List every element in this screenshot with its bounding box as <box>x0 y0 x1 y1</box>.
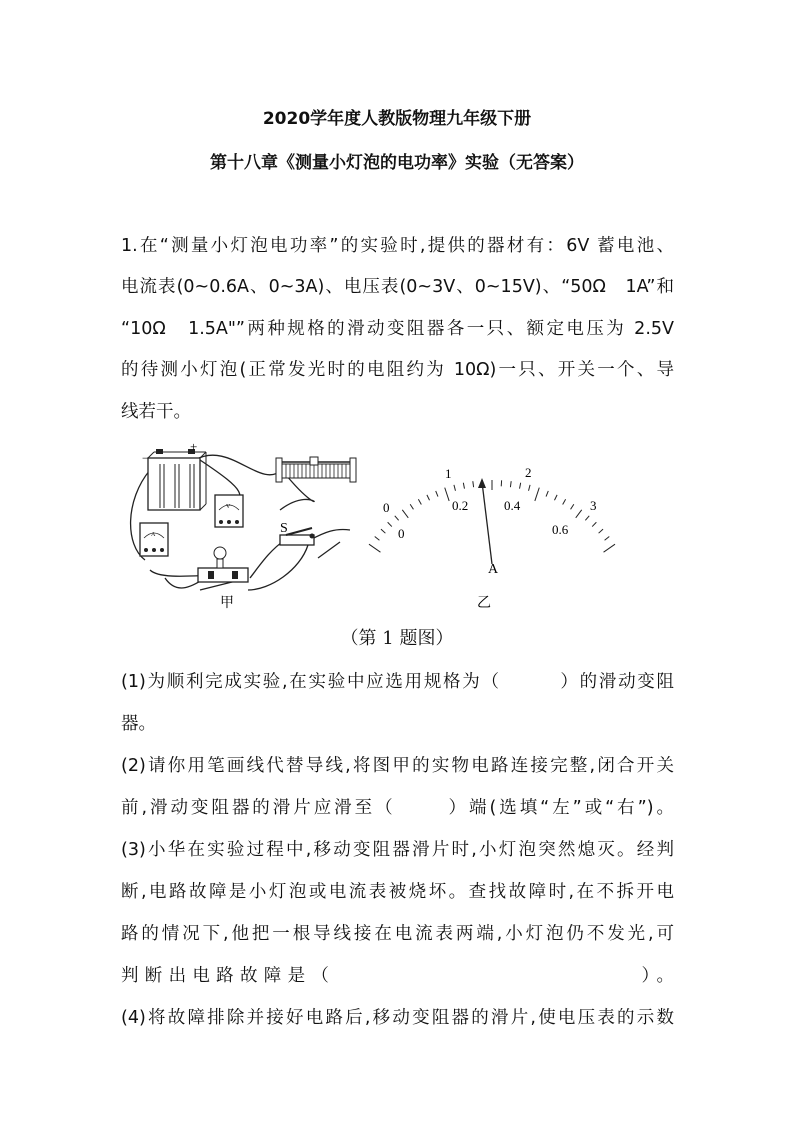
part-1-line-2: 器。 <box>121 714 156 734</box>
part-3-line-2: 断,电路故障是小灯泡或电流表被烧坏。查找故障时,在不拆开电 <box>121 882 674 902</box>
scale-tick <box>546 491 548 497</box>
voltmeter-icon <box>215 495 243 527</box>
part-3-text-a: 判断出电路故障是（ <box>121 966 336 986</box>
scale-tick <box>592 522 596 526</box>
battery-minus-label: − <box>142 451 149 465</box>
scale-tick <box>445 488 449 501</box>
document-subtitle: 第十八章《测量小灯泡的电功率》实验（无答案） <box>210 153 584 173</box>
scale-outer-3: 3 <box>590 498 597 513</box>
intro-line-4: 的待测小灯泡(正常发光时的电阻约为 10Ω)一只、开关一个、导 <box>121 360 674 380</box>
intro-line-5: 线若干。 <box>121 402 191 422</box>
scale-tick <box>395 516 399 521</box>
scale-tick <box>599 529 603 533</box>
scale-tick <box>454 485 456 491</box>
part-2-text-a: 前,滑动变阻器的滑片应滑至（ <box>121 798 396 818</box>
scale-tick <box>418 499 421 504</box>
bulb-icon <box>198 547 248 582</box>
intro-line-2: 电流表(0~0.6A、0~3A)、电压表(0~3V、0~15V)、“50Ω 1A”和 <box>121 277 674 297</box>
part-1-text-a: (1)为顺利完成实验,在实验中应选用规格为（ <box>121 672 501 692</box>
intro-line-3: “10Ω 1.5A"”两种规格的滑动变阻器各一只、额定电压为 2.5V <box>121 319 674 339</box>
part-3-text-b: ）。 <box>635 966 675 986</box>
figure-left-label: 甲 <box>220 596 234 611</box>
circuit-figure <box>120 440 620 620</box>
scale-tick <box>473 481 474 487</box>
scale-outer-0: 0 <box>383 500 390 515</box>
meter-scale <box>369 480 615 552</box>
scale-inner-3: 0.6 <box>552 522 569 537</box>
scale-tick <box>554 495 557 500</box>
scale-tick <box>571 504 574 509</box>
scale-tick <box>535 488 539 501</box>
scale-tick <box>604 544 615 552</box>
figure-right-label: 乙 <box>477 596 491 611</box>
battery-icon <box>148 449 206 510</box>
svg-text:A: A <box>151 532 156 538</box>
part-2-text-b: ）端(选填“左”或“右”)。 <box>445 798 675 818</box>
scale-tick <box>585 516 589 521</box>
meter-pointer-label: A <box>488 562 499 577</box>
meter-pointer <box>478 478 492 564</box>
scale-inner-2: 0.4 <box>504 498 521 513</box>
part-4-line-1: (4)将故障排除并接好电路后,移动变阻器的滑片,使电压表的示数 <box>121 1008 674 1028</box>
scale-tick <box>520 483 521 489</box>
scale-tick <box>529 485 531 491</box>
figure-caption: （第 1 题图） <box>340 628 454 649</box>
scale-tick <box>369 544 380 552</box>
intro-line-1: 1.在“测量小灯泡电功率”的实验时,提供的器材有：6V 蓄电池、 <box>121 236 674 256</box>
scale-outer-1: 1 <box>445 466 452 481</box>
scale-tick <box>410 504 413 509</box>
scale-tick <box>463 483 464 489</box>
scale-tick <box>427 495 430 500</box>
switch-label: S <box>280 521 288 536</box>
part-3-line-1: (3)小华在实验过程中,移动变阻器滑片时,小灯泡突然熄灭。经判 <box>121 840 674 860</box>
scale-tick <box>388 522 392 526</box>
scale-tick <box>381 529 385 533</box>
scale-outer-2: 2 <box>525 465 532 480</box>
scale-tick <box>576 510 582 518</box>
rheostat-icon <box>276 457 356 482</box>
part-3-line-4 <box>121 962 674 987</box>
part-2-line-2 <box>121 794 674 819</box>
part-3-line-3: 路的情况下,他把一根导线接在电流表两端,小灯泡仍不发光,可 <box>121 924 674 944</box>
scale-tick <box>402 510 408 518</box>
part-2-line-1: (2)请你用笔画线代替导线,将图甲的实物电路连接完整,闭合开关 <box>121 756 674 776</box>
document-title: 2020学年度人教版物理九年级下册 <box>262 109 532 129</box>
scale-tick <box>605 536 610 540</box>
scale-tick <box>563 499 566 504</box>
part-1-line-1 <box>121 668 674 693</box>
scale-tick <box>375 536 380 540</box>
ammeter-icon <box>140 523 168 556</box>
scale-inner-0: 0 <box>398 526 405 541</box>
scale-inner-1: 0.2 <box>452 498 469 513</box>
battery-plus-label: + <box>190 440 198 454</box>
scale-tick <box>510 481 511 487</box>
scale-tick <box>436 491 438 497</box>
svg-text:V: V <box>226 504 231 510</box>
part-1-text-b: ）的滑动变阻 <box>558 672 675 692</box>
